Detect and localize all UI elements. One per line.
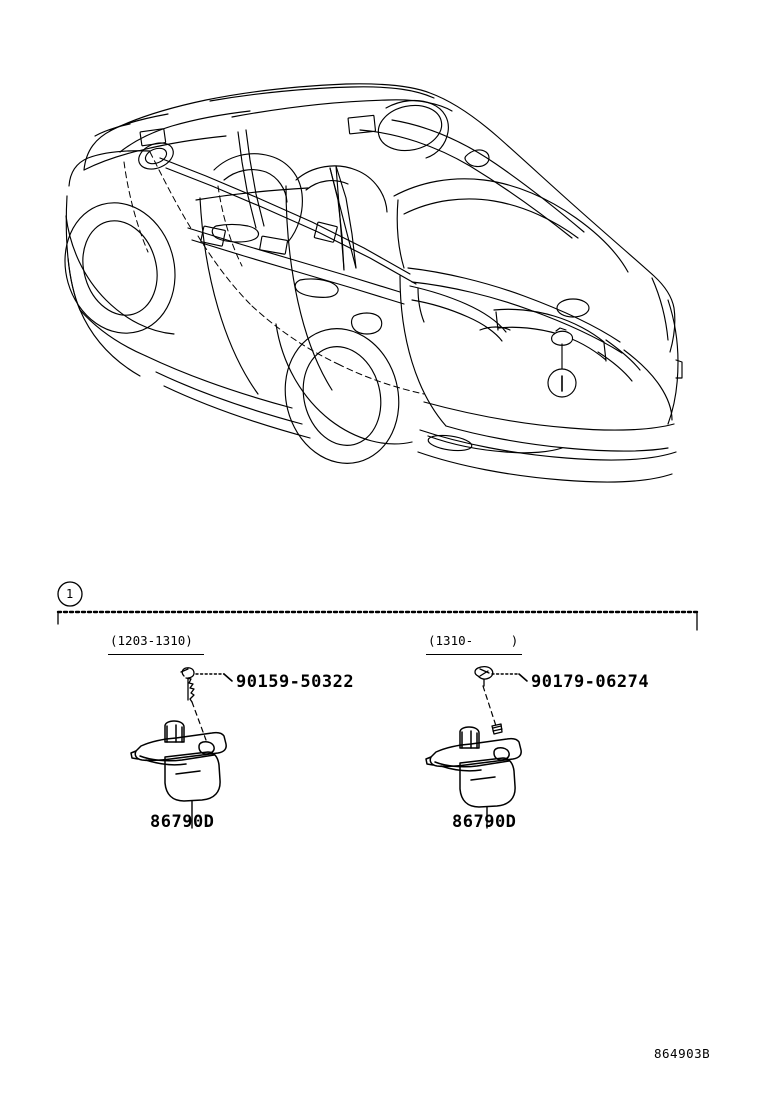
screw-leader-line: [196, 674, 232, 681]
variant-early-date-rule: [108, 654, 204, 655]
figure-code: 864903B: [654, 1046, 711, 1061]
variant-late-fastener-part-number: 90179-06274: [531, 672, 650, 692]
variant-late-camera-part-number: 86790D: [452, 812, 517, 832]
camera-assembly-icon: [131, 721, 226, 801]
variant-early-fastener-part-number: 90159-50322: [236, 672, 355, 692]
variant-late-date-range: (1310- ): [428, 633, 519, 648]
variant-late-graphics: [426, 667, 527, 828]
variant-early-date-range: (1203-1310): [110, 633, 193, 648]
variant-early-graphics: [131, 668, 232, 828]
nut-icon: [475, 667, 493, 686]
screw-icon: [181, 668, 194, 702]
variant-early-camera-part-number: 86790D: [150, 812, 215, 832]
variant-late-date-rule: [426, 654, 522, 655]
group-callout-number: 1: [66, 587, 74, 601]
camera-assembly-icon: [426, 727, 521, 807]
nut-leader-line: [492, 674, 527, 681]
